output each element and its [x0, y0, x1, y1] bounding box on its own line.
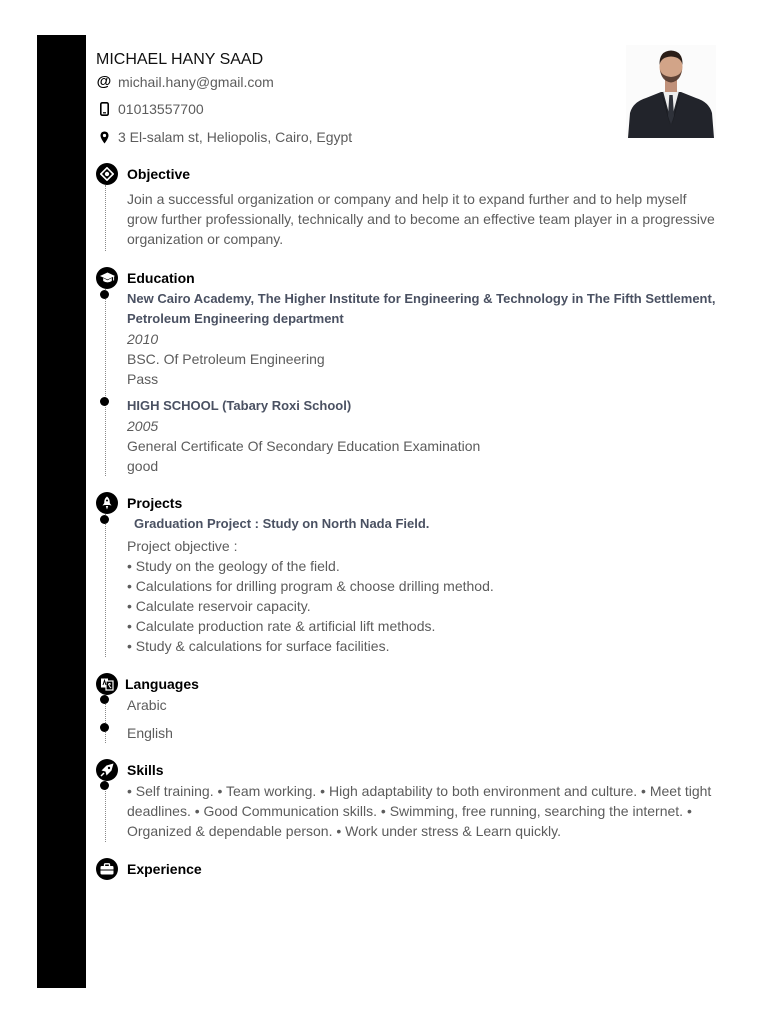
- timeline-dot: [100, 781, 109, 790]
- address-text: 3 El-salam st, Heliopolis, Cairo, Egypt: [118, 129, 353, 145]
- education-entry: [127, 396, 746, 476]
- education-section: [96, 267, 746, 476]
- projects-body: [105, 514, 746, 657]
- phone-text: 01013557700: [118, 101, 204, 117]
- section-title: Projects: [127, 495, 183, 511]
- candidate-name: MICHAEL HANY SAAD: [96, 51, 264, 68]
- languages-section: [96, 673, 746, 743]
- section-title: Languages: [125, 676, 199, 692]
- timeline-dot: [100, 695, 109, 704]
- section-title: Skills: [127, 762, 164, 778]
- education-degree: BSC. Of Petroleum Engineering: [127, 351, 325, 367]
- institution-title: HIGH SCHOOL (Tabary Roxi School): [127, 398, 352, 413]
- language-name: Arabic: [127, 697, 167, 713]
- translate-icon: [96, 673, 118, 695]
- section-title: Objective: [127, 166, 191, 182]
- languages-body: [105, 695, 746, 743]
- objective-line: grow further professionally, technically and to become an effective team player in a progressive: [127, 211, 715, 227]
- graduation-cap-icon: [96, 267, 118, 289]
- profile-photo: [626, 45, 716, 138]
- contact-email-row: [96, 72, 516, 92]
- education-grade: good: [127, 458, 159, 474]
- section-header: [96, 492, 746, 514]
- education-year: 2005: [127, 418, 159, 434]
- language-entry: [127, 695, 746, 715]
- map-pin-icon: [96, 127, 112, 147]
- timeline-dot: [100, 290, 109, 299]
- education-degree: General Certificate Of Secondary Education Examination: [127, 438, 481, 454]
- project-bullet: • Study & calculations for surface facilities.: [127, 638, 390, 654]
- projects-section: [96, 492, 746, 657]
- institution-title: Petroleum Engineering department: [127, 311, 344, 326]
- briefcase-icon: [96, 858, 118, 880]
- project-title: Graduation Project : Study on North Nada Field.: [134, 516, 430, 531]
- objective-line: Join a successful organization or company and help it to expand further and to help myself: [127, 191, 687, 207]
- project-objective-label: Project objective :: [127, 538, 238, 554]
- section-title: Experience: [127, 861, 202, 877]
- education-entry: [127, 289, 746, 389]
- paper-plane-icon: [96, 759, 118, 781]
- institution-title: New Cairo Academy, The Higher Institute for Engineering & Technology in The Fifth Settlement,: [127, 291, 716, 306]
- objective-line: organization or company.: [127, 231, 284, 247]
- resume-sections: [96, 163, 746, 896]
- objective-section: [96, 163, 746, 251]
- rocket-icon: [96, 492, 118, 514]
- skills-line: Organized & dependable person. • Work under stress & Learn quickly.: [127, 823, 561, 839]
- section-title: Education: [127, 270, 195, 286]
- section-header: [96, 858, 746, 880]
- objective-body: [105, 185, 746, 251]
- education-year: 2010: [127, 331, 159, 347]
- section-header: [96, 267, 746, 289]
- language-name: English: [127, 725, 173, 741]
- contact-address-row: [96, 127, 516, 147]
- skills-entry: [127, 781, 746, 841]
- skills-section: [96, 759, 746, 842]
- section-header: [96, 673, 746, 695]
- skills-line: deadlines. • Good Communication skills. • Swimming, free running, searching the internet. •: [127, 803, 692, 819]
- project-bullet: • Calculations for drilling program & choose drilling method.: [127, 578, 494, 594]
- at-icon: [96, 72, 112, 92]
- timeline-dot: [100, 723, 109, 732]
- project-bullet: • Calculate reservoir capacity.: [127, 598, 311, 614]
- project-bullet: • Study on the geology of the field.: [127, 558, 340, 574]
- language-entry: [127, 723, 746, 743]
- education-grade: Pass: [127, 371, 159, 387]
- contact-phone-row: [96, 99, 516, 119]
- left-sidebar-bar: [37, 35, 86, 988]
- timeline-dot: [100, 515, 109, 524]
- skills-line: • Self training. • Team working. • High adaptability to both environment and culture. • Meet tight: [127, 783, 712, 799]
- phone-icon: [96, 99, 112, 119]
- project-bullet: • Calculate production rate & artificial lift methods.: [127, 618, 436, 634]
- section-header: [96, 759, 746, 781]
- crosshair-icon: [96, 163, 118, 185]
- email-text: michail.hany@gmail.com: [118, 74, 274, 90]
- education-body: [105, 289, 746, 476]
- section-header: [96, 163, 746, 185]
- project-entry: [127, 514, 746, 656]
- timeline-dot: [100, 397, 109, 406]
- experience-section: [96, 858, 746, 880]
- skills-body: [105, 781, 746, 842]
